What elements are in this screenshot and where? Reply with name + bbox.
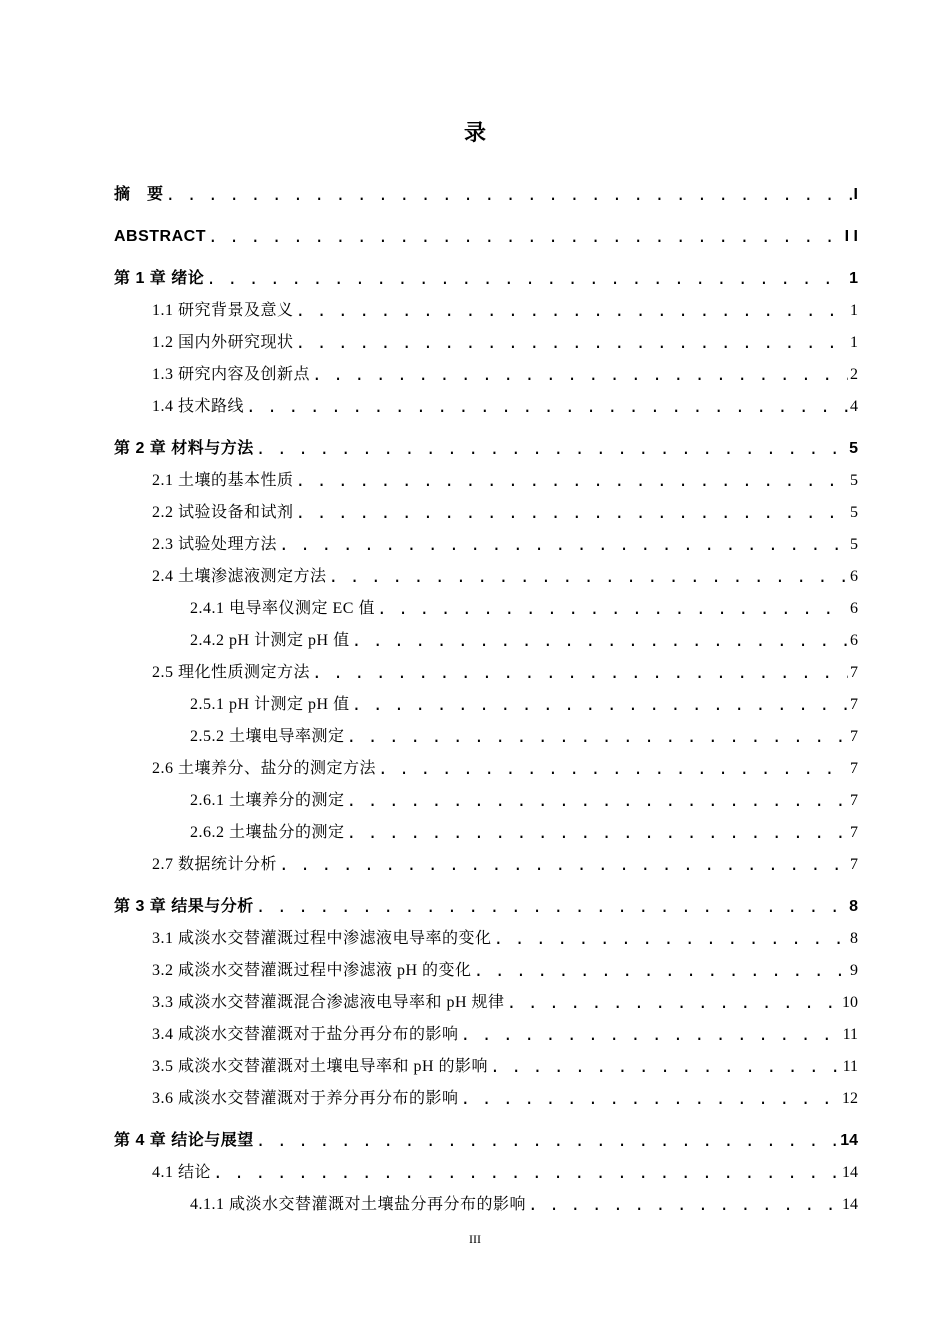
toc-entry-page: 6 [850, 600, 858, 617]
toc-leader-dots [329, 567, 848, 586]
toc-entry[interactable] [152, 924, 858, 948]
toc-entry[interactable] [114, 1126, 858, 1150]
toc-leader-dots [256, 897, 847, 916]
toc-entry[interactable] [152, 754, 858, 778]
toc-entry-text: 3.3 咸淡水交替灌溉混合渗滤液电导率和 pH 规律 [152, 994, 505, 1011]
toc-entry-text: 2.6 土壤养分、盐分的测定方法 [152, 760, 377, 777]
toc-entry[interactable] [152, 1084, 858, 1108]
toc-entry-page: 7 [850, 760, 858, 777]
toc-entry-text: 3.2 咸淡水交替灌溉过程中渗滤液 pH 的变化 [152, 962, 472, 979]
toc-leader-dots [347, 823, 848, 842]
toc-entry[interactable] [114, 892, 858, 916]
toc-entry[interactable] [152, 956, 858, 980]
toc-entry-page: 10 [842, 994, 858, 1011]
toc-entry[interactable] [152, 850, 858, 874]
toc-leader-dots [213, 1163, 840, 1182]
toc-leader-dots [296, 333, 848, 352]
toc-leader-dots [507, 993, 840, 1012]
toc-entry-page: 11 [842, 1026, 858, 1043]
toc-leader-dots [279, 535, 848, 554]
toc-entry-text: 2.7 数据统计分析 [152, 856, 278, 873]
toc-leader-dots [312, 663, 848, 682]
toc-entry-page: 8 [850, 930, 858, 947]
toc-entry-text: 2.2 试验设备和试剂 [152, 504, 294, 521]
toc-leader-dots [166, 185, 852, 204]
toc-entry-page: 5 [850, 504, 858, 521]
toc-leader-dots [296, 471, 848, 490]
toc-entry-page: 7 [850, 696, 858, 713]
toc-entry-text: 4.1 结论 [152, 1164, 212, 1181]
toc-entry-text: 2.4.1 电导率仪测定 EC 值 [190, 600, 375, 617]
toc-entry[interactable] [190, 1190, 858, 1214]
toc-entry[interactable] [152, 498, 858, 522]
toc-entry-text: 1.3 研究内容及创新点 [152, 366, 311, 383]
toc-entry[interactable] [114, 434, 858, 458]
toc-leader-dots [494, 929, 848, 948]
toc-title: 录 [463, 121, 486, 146]
toc-entry-text: 3.4 咸淡水交替灌溉对于盐分再分布的影响 [152, 1026, 459, 1043]
toc-leader-dots [378, 759, 848, 778]
toc-entry[interactable] [152, 658, 858, 682]
toc-leader-dots [206, 269, 847, 288]
toc-entry-page: 7 [850, 728, 858, 745]
toc-entry[interactable] [152, 1052, 858, 1076]
page-number: III [469, 1232, 481, 1246]
toc-entry-text: 2.4.2 pH 计测定 pH 值 [190, 632, 350, 649]
toc-entry-text: 3.6 咸淡水交替灌溉对于养分再分布的影响 [152, 1090, 459, 1107]
toc-entry[interactable] [152, 392, 858, 416]
toc-entry-page: 5 [850, 536, 858, 553]
toc-leader-dots [208, 227, 843, 246]
toc-entry-text: 第 3 章 结果与分析 [114, 898, 254, 915]
toc-leader-dots [246, 397, 848, 416]
toc-entry-page: 5 [850, 472, 858, 489]
toc-leader-dots [256, 1131, 838, 1150]
toc-entry-text: 2.3 试验处理方法 [152, 536, 278, 553]
toc-entry-text: 2.6.1 土壤养分的测定 [190, 792, 345, 809]
toc-leader-dots [461, 1025, 841, 1044]
toc-entry[interactable] [152, 1020, 858, 1044]
toc-entry-page: 12 [842, 1090, 858, 1107]
toc-entry-text: 2.1 土壤的基本性质 [152, 472, 294, 489]
toc-entry-page: 1 [850, 302, 858, 319]
toc-leader-dots [352, 695, 848, 714]
toc-entry-text: 1.4 技术路线 [152, 398, 245, 415]
toc-entry-text: 2.5 理化性质测定方法 [152, 664, 311, 681]
toc-entry-text: 第 2 章 材料与方法 [114, 440, 254, 457]
toc-entry-text: 4.1.1 咸淡水交替灌溉对土壤盐分再分布的影响 [190, 1196, 527, 1213]
toc-entry[interactable] [114, 180, 858, 204]
toc-leader-dots [377, 599, 848, 618]
toc-entry-page: 11 [842, 1058, 858, 1075]
toc-entry[interactable] [190, 594, 858, 618]
toc-entry-text: 1.2 国内外研究现状 [152, 334, 294, 351]
toc-entry-page: 14 [842, 1196, 858, 1213]
toc-entry-page: 14 [840, 1132, 858, 1149]
toc-entry[interactable] [114, 222, 858, 246]
toc-entry[interactable] [152, 988, 858, 1012]
toc-leader-dots [461, 1089, 840, 1108]
toc-entry[interactable] [190, 722, 858, 746]
toc-entry-text: 2.5.2 土壤电导率测定 [190, 728, 345, 745]
toc-leader-dots [347, 727, 848, 746]
toc-leader-dots [296, 301, 848, 320]
toc-entry-page: I [853, 186, 858, 203]
toc-entry-page: 7 [850, 824, 858, 841]
toc-leader-dots [347, 791, 848, 810]
toc-entry[interactable] [152, 466, 858, 490]
toc-entry[interactable] [190, 786, 858, 810]
toc-entry-page: 6 [850, 632, 858, 649]
toc-entry[interactable] [152, 562, 858, 586]
toc-entry-text: 3.1 咸淡水交替灌溉过程中渗滤液电导率的变化 [152, 930, 492, 947]
toc-entry-page: 1 [849, 270, 858, 287]
toc-entry-page: 14 [842, 1164, 858, 1181]
toc-entry-text: 1.1 研究背景及意义 [152, 302, 294, 319]
toc-entry-text: 第 4 章 结论与展望 [114, 1132, 254, 1149]
toc-entry-text: ABSTRACT [114, 228, 206, 245]
toc-leader-dots [312, 365, 848, 384]
toc-entry[interactable] [190, 818, 858, 842]
toc-entry[interactable] [152, 296, 858, 320]
toc-entry-text: 2.6.2 土壤盐分的测定 [190, 824, 345, 841]
toc-entry[interactable] [152, 328, 858, 352]
toc-entry-page: 6 [850, 568, 858, 585]
toc-entry-page: 5 [849, 440, 858, 457]
toc-leader-dots [296, 503, 848, 522]
toc-leader-dots [279, 855, 848, 874]
toc-leader-dots [352, 631, 848, 650]
toc-entry-page: 7 [850, 856, 858, 873]
toc-entry-page: 1 [850, 334, 858, 351]
toc-leader-dots [528, 1195, 840, 1214]
toc-entry-text: 摘 要 [114, 186, 164, 203]
toc-entry[interactable] [190, 690, 858, 714]
toc-leader-dots [474, 961, 848, 980]
toc-entry-text: 3.5 咸淡水交替灌溉对土壤电导率和 pH 的影响 [152, 1058, 489, 1075]
toc-entry-page: 9 [850, 962, 858, 979]
toc-entry-page: 8 [849, 898, 858, 915]
toc-entry[interactable] [190, 626, 858, 650]
toc-entry[interactable] [114, 264, 858, 288]
toc-leader-dots [490, 1057, 841, 1076]
toc-entry-page: 4 [850, 398, 858, 415]
toc-entry-text: 第 1 章 绪论 [114, 270, 205, 287]
toc-entry-text: 2.5.1 pH 计测定 pH 值 [190, 696, 350, 713]
toc-entry[interactable] [152, 360, 858, 384]
toc-entry-page: 2 [850, 366, 858, 383]
toc-leader-dots [256, 439, 847, 458]
toc-entry-page: I I [844, 228, 858, 245]
toc-entry[interactable] [152, 1158, 858, 1182]
toc-entry-text: 2.4 土壤渗滤液测定方法 [152, 568, 327, 585]
toc-entry-page: 7 [850, 664, 858, 681]
toc-entry[interactable] [152, 530, 858, 554]
toc-entry-page: 7 [850, 792, 858, 809]
